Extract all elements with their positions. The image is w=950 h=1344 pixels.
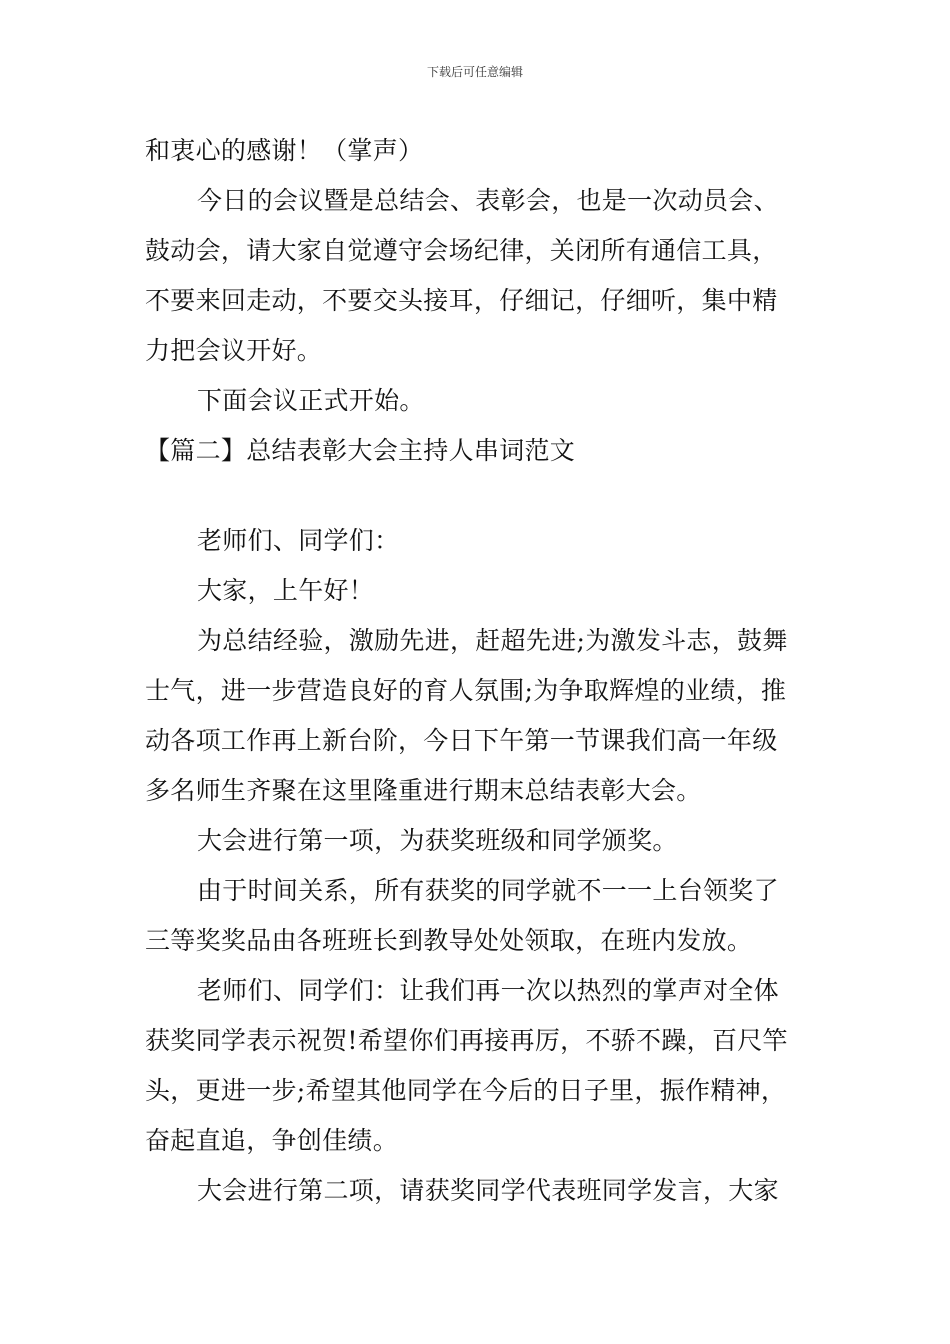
text-line: 动各项工作再上新台阶，今日下午第一节课我们高一年级 <box>145 726 778 755</box>
text-line: 士气，进一步营造良好的育人氛围;为争取辉煌的业绩，推 <box>145 676 787 705</box>
text-line: 为总结经验，激励先进，赶超先进;为激发斗志，鼓舞 <box>197 626 788 655</box>
paragraph <box>145 816 810 866</box>
paragraph <box>145 616 810 816</box>
text-line: 大家，上午好！ <box>197 576 375 605</box>
text-line: 获奖同学表示祝贺!希望你们再接再厉，不骄不躁，百尺竿 <box>145 1026 788 1055</box>
text-line: 鼓动会，请大家自觉遵守会场纪律，关闭所有通信工具， <box>145 236 778 265</box>
paragraph <box>145 866 810 966</box>
paragraph <box>145 126 810 176</box>
text-line: 头，更进一步;希望其他同学在今后的日子里，振作精神， <box>145 1076 787 1105</box>
text-line: 由于时间关系，所有获奖的同学就不一一上台领奖了 <box>197 876 779 905</box>
text-line: 老师们、同学们：让我们再一次以热烈的掌声对全体 <box>197 976 779 1005</box>
text-line: 多名师生齐聚在这里隆重进行期末总结表彰大会。 <box>145 776 702 805</box>
page-header: 下载后可任意编辑 <box>426 65 523 79</box>
paragraph-gap <box>145 476 810 516</box>
text-line: 三等奖奖品由各班班长到教导处处领取，在班内发放。 <box>145 926 753 955</box>
text-line: 大会进行第二项，请获奖同学代表班同学发言，大家 <box>197 1176 779 1205</box>
paragraph <box>145 176 810 376</box>
text-line: 下面会议正式开始。 <box>197 386 425 415</box>
text-line: 奋起直追，争创佳绩。 <box>145 1126 399 1155</box>
paragraph <box>145 376 810 426</box>
paragraph <box>145 566 810 616</box>
text-line: 力把会议开好。 <box>145 336 323 365</box>
text-line: 老师们、同学们： <box>197 526 400 555</box>
text-line: 和衷心的感谢！（掌声） <box>145 136 424 165</box>
document-body <box>145 126 810 1216</box>
text-line: 不要来回走动，不要交头接耳，仔细记，仔细听，集中精 <box>145 286 778 315</box>
paragraph <box>145 1166 810 1216</box>
paragraph <box>145 516 810 566</box>
text-line: 大会进行第一项，为获奖班级和同学颁奖。 <box>197 826 678 855</box>
paragraph <box>145 966 810 1166</box>
text-line: 【篇二】总结表彰大会主持人串词范文 <box>145 436 576 465</box>
text-line: 今日的会议暨是总结会、表彰会，也是一次动员会、 <box>197 186 779 215</box>
section-heading <box>145 426 810 476</box>
